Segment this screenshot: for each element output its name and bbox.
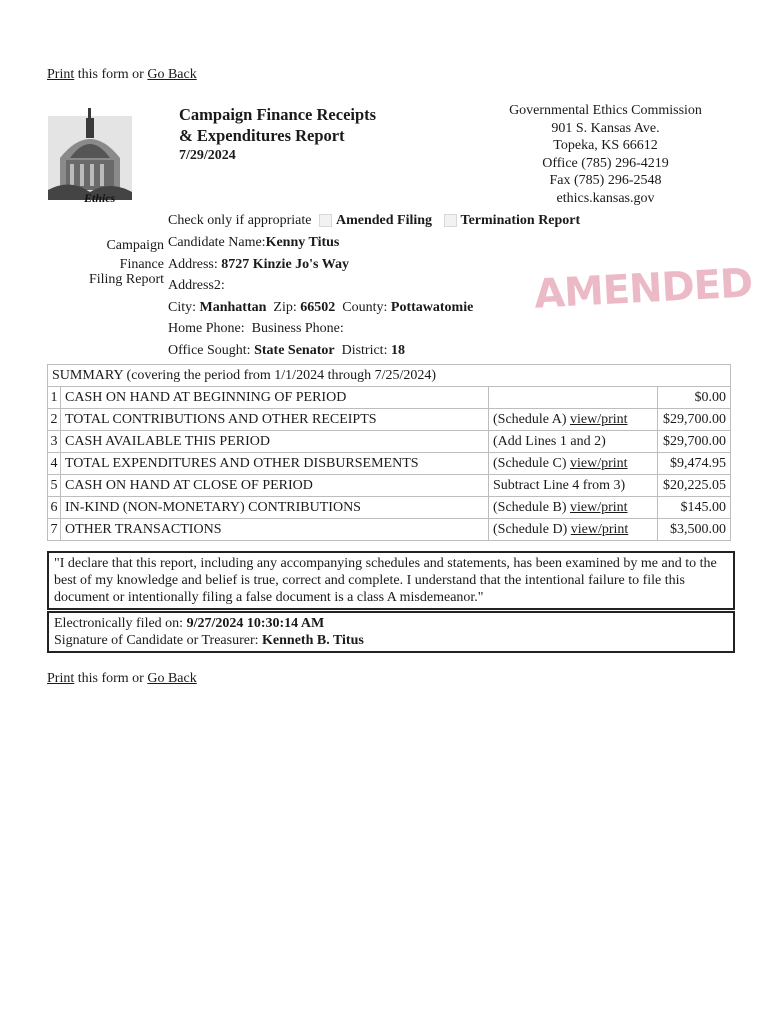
row-amount: $0.00 [658,387,731,409]
filed-row [54,615,728,632]
schedule-b-view-print-link[interactable]: view/print [569,500,628,515]
home-phone-label: Home Phone: [168,321,245,336]
address2-label: Address2: [168,278,225,293]
row-amount: $29,700.00 [658,431,731,453]
row-schedule [489,453,658,475]
candidate-name: Kenny Titus [265,235,340,250]
county-value: Pottawatomie [390,300,474,315]
row-number: 6 [48,497,61,519]
go-back-link[interactable]: Go Back [147,671,197,686]
report-title-line2: & Expenditures Report [179,126,345,145]
schedule-c-view-print-link[interactable]: view/print [569,456,628,471]
address2-row [168,278,225,294]
side-label-line: Campaign [106,238,164,253]
row-number: 5 [48,475,61,497]
summary-title: SUMMARY (covering the period from 1/1/2024 through 7/25/2024) [48,365,731,387]
office-sought-row [168,343,405,359]
table-row [48,475,731,497]
go-back-link[interactable]: Go Back [147,67,197,82]
row-number: 1 [48,387,61,409]
office-sought-value: State Senator [254,343,335,358]
signature-label: Signature of Candidate or Treasurer: [54,633,263,648]
row-label: CASH ON HAND AT BEGINNING OF PERIOD [61,387,489,409]
row-amount: $29,700.00 [658,409,731,431]
bottom-nav [47,671,197,687]
print-link[interactable]: Print [47,671,75,686]
declaration-box: "I declare that this report, including any accompanying schedules and statements, has been examined by me and to the best of my knowledge and belief is true, correct and complete. I understand that the intentional failure to file this document or intentionally filing a false document is a class A misdemeanor." [47,551,735,610]
schedule-text: (Schedule B) [493,500,570,515]
schedule-text: (Add Lines 1 and 2) [493,434,606,449]
top-nav [47,67,197,83]
row-label: TOTAL EXPENDITURES AND OTHER DISBURSEMENTS [61,453,489,475]
amended-stamp: AMENDED [532,260,754,318]
office-line: Governmental Ethics Commission [509,103,702,118]
row-amount: $3,500.00 [658,519,731,541]
county-label: County: [335,300,391,315]
table-row [48,409,731,431]
row-label: CASH ON HAND AT CLOSE OF PERIOD [61,475,489,497]
schedule-d-view-print-link[interactable]: view/print [570,522,629,537]
office-line: 901 S. Kansas Ave. [551,120,660,136]
city-label: City: [168,300,200,315]
amended-checkbox[interactable] [319,214,332,227]
report-date: 7/29/2024 [179,148,236,163]
table-row [48,497,731,519]
phone-row [168,321,344,337]
row-schedule [489,497,658,519]
side-label-line: Filing Report [88,272,164,287]
amended-label: Amended Filing [335,213,433,228]
schedule-text: (Schedule A) [493,412,570,427]
office-line: Fax (785) 296-2548 [549,173,662,188]
row-schedule [489,519,658,541]
termination-checkbox[interactable] [444,214,457,227]
address-label: Address: [168,257,222,272]
nav-text: this form or [74,671,148,686]
address-value: 8727 Kinzie Jo's Way [221,257,349,272]
candidate-name-row [168,235,339,251]
candidate-name-label: Candidate Name: [168,235,266,250]
signature-row [54,632,728,649]
row-schedule [489,409,658,431]
district-label: District: [334,343,391,358]
termination-label: Termination Report [460,213,581,228]
report-title-line1: Campaign Finance Receipts [179,105,377,124]
office-line: ethics.kansas.gov [556,190,655,206]
business-phone-label: Business Phone: [251,321,344,336]
row-amount: $9,474.95 [658,453,731,475]
filed-label: Electronically filed on: [54,616,187,631]
filed-value: 9/27/2024 10:30:14 AM [186,616,325,631]
check-label: Check only if appropriate [168,213,312,228]
schedule-a-view-print-link[interactable]: view/print [569,412,628,427]
zip-value: 66502 [300,300,336,315]
print-link[interactable]: Print [47,67,75,82]
city-value: Manhattan [199,300,267,315]
row-schedule [489,475,658,497]
zip-label: Zip: [266,300,301,315]
office-line: Office (785) 296-4219 [542,155,669,171]
table-row [48,453,731,475]
row-label: OTHER TRANSACTIONS [61,519,489,541]
summary-table [47,364,731,541]
table-row [48,431,731,453]
address-row [168,257,349,273]
filing-type-row [168,213,580,229]
schedule-text: (Schedule D) [493,522,571,537]
row-schedule [489,431,658,453]
table-row [48,519,731,541]
row-amount: $145.00 [658,497,731,519]
office-line: Topeka, KS 66612 [553,138,658,153]
row-schedule [489,387,658,409]
row-number: 4 [48,453,61,475]
seal-text: Ethics [84,191,116,205]
summary-title-row [48,365,731,387]
row-amount: $20,225.05 [658,475,731,497]
office-sought-label: Office Sought: [168,343,255,358]
schedule-text: (Schedule C) [493,456,570,471]
commission-address [488,102,723,207]
side-label [80,235,164,288]
report-title-block [179,104,376,164]
city-row [168,300,473,316]
signature-box [47,611,735,653]
row-number: 3 [48,431,61,453]
district-value: 18 [390,343,405,358]
row-number: 7 [48,519,61,541]
side-label-line: Finance [119,257,164,272]
nav-text: this form or [74,67,148,82]
schedule-text: Subtract Line 4 from 3) [493,478,626,493]
ethics-seal-icon [40,100,140,208]
signature-value: Kenneth B. Titus [262,633,364,648]
table-row [48,387,731,409]
row-label: TOTAL CONTRIBUTIONS AND OTHER RECEIPTS [61,409,489,431]
row-label: IN-KIND (NON-MONETARY) CONTRIBUTIONS [61,497,489,519]
row-label: CASH AVAILABLE THIS PERIOD [61,431,489,453]
row-number: 2 [48,409,61,431]
